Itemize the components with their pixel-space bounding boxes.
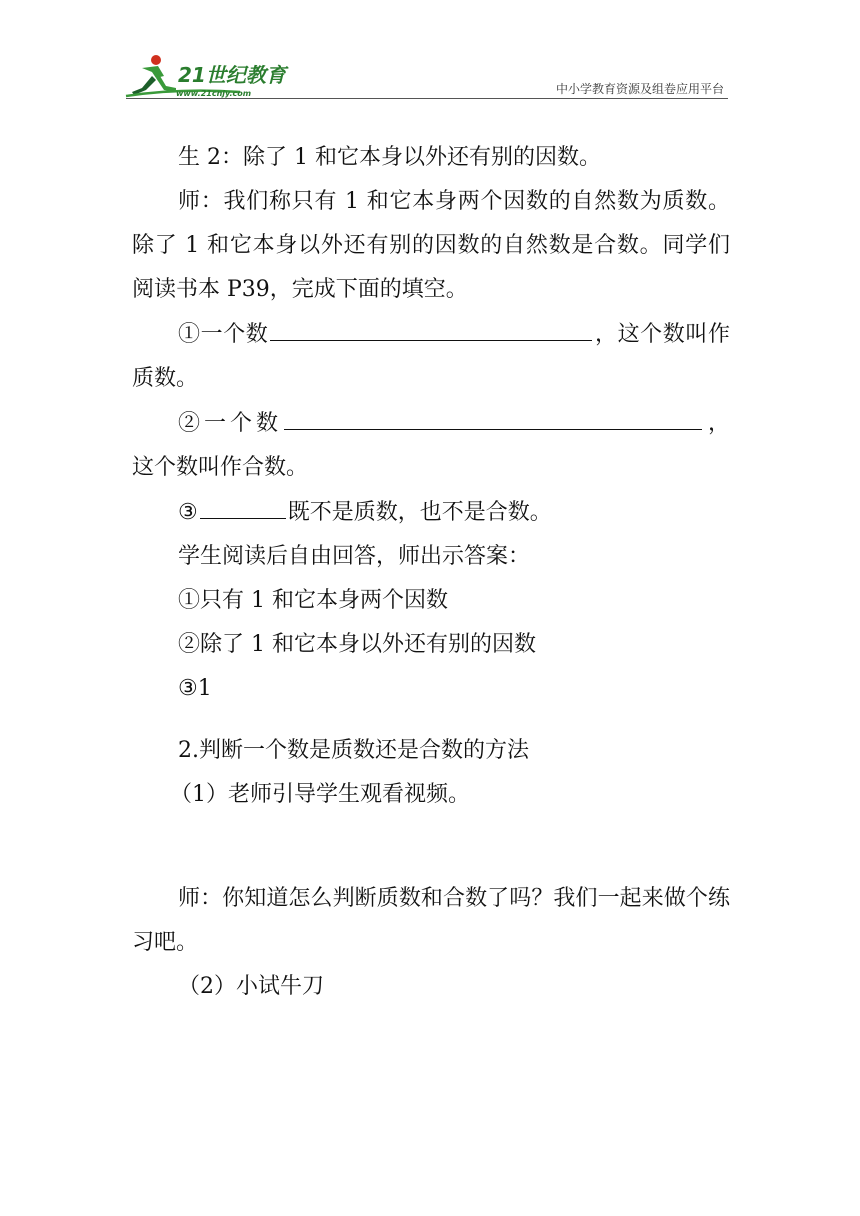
answer-3: ③1 [178,676,212,701]
section-heading-2: 2.判断一个数是质数还是合数的方法 [178,738,529,763]
logo [120,52,290,100]
logo-text: 21世纪教育 [178,63,286,87]
header-divider [126,98,728,99]
question-1-suffix: ，这个数叫作质数。 [132,322,730,391]
spacer [132,711,730,729]
answer-2: ②除了 1 和它本身以外还有别的因数 [178,632,536,657]
paragraph-student-2: 生 2：除了 1 和它本身以外还有别的因数。 [178,145,601,170]
answer-1: ①只有 1 和它本身两个因数 [178,588,448,613]
fill-blank-question-3 [132,490,730,535]
question-3-prefix: ③ [178,500,198,525]
header-tagline: 中小学教育资源及组卷应用平台 [555,82,724,96]
paragraph-answer-intro: 学生阅读后自由回答，师出示答案： [178,544,531,569]
document-body [132,136,730,1009]
answer-blank-2[interactable] [284,401,702,430]
step-1: （1）老师引导学生观看视频。 [170,782,470,807]
answer-blank-3[interactable] [200,490,286,519]
answer-blank-1[interactable] [270,312,592,341]
question-1-prefix: ①一个数 [178,322,269,347]
page-header [0,0,860,110]
step-2: （2）小试牛刀 [178,974,324,999]
spacer [132,817,730,877]
question-3-suffix: 既不是质数，也不是合数。 [287,500,552,525]
fill-blank-question-1 [132,312,730,401]
logo-url: www.21cnjy.com [176,89,252,98]
question-2-prefix: ②一个数 [178,411,282,436]
fill-blank-question-2 [132,401,730,490]
paragraph-teacher-definition: 师：我们称只有 1 和它本身两个因数的自然数为质数。除了 1 和它本身以外还有别的因数的自然数是合数。同学们阅读书本 P39，完成下面的填空。 [132,189,730,302]
paragraph-teacher-practice: 师：你知道怎么判断质数和合数了吗？我们一起来做个练习吧。 [132,886,730,955]
question-2-suffix: ，这个数叫作合数。 [132,411,730,480]
